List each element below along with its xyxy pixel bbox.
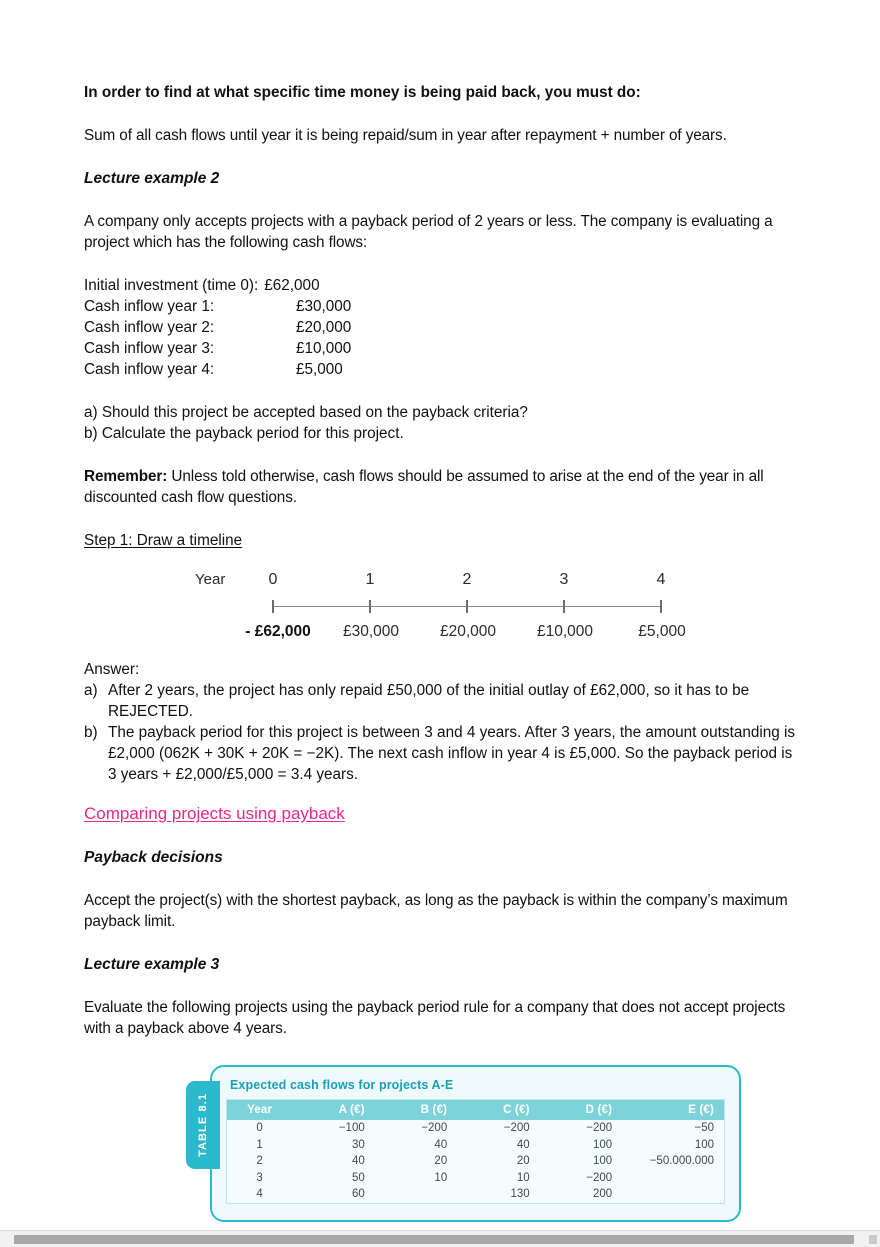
- cash-flow-initial-row: [84, 275, 796, 296]
- table-header-row: [227, 1100, 724, 1120]
- cell-b: [375, 1186, 457, 1203]
- table-row: [227, 1120, 724, 1137]
- scrollbar-thumb[interactable]: [14, 1235, 854, 1244]
- cell-c: 130: [510, 1188, 530, 1200]
- question-b: b) Calculate the payback period for this project.: [84, 425, 404, 442]
- cell-a: 40: [351, 1155, 365, 1167]
- table-8-1-figure: [186, 1065, 721, 1222]
- timeline-amount-4: £5,000: [638, 623, 686, 640]
- cash-flow-value: £20,000: [296, 319, 352, 336]
- timeline-amount-0: - £62,000: [245, 623, 311, 640]
- lecture-example-2-heading: Lecture example 2: [84, 170, 220, 187]
- cell-e: [622, 1170, 724, 1187]
- remember-paragraph: [84, 466, 796, 508]
- cash-flow-label: Cash inflow year 2:: [84, 319, 215, 336]
- comparing-projects-link[interactable]: Comparing projects using payback: [84, 804, 345, 823]
- question-a: a) Should this project be accepted based on the payback criteria?: [84, 404, 528, 421]
- cash-flow-initial-value: £62,000: [264, 277, 320, 294]
- intro-paragraph: Sum of all cash flows until year it is being repaid/sum in year after repayment + number of years.: [84, 127, 727, 144]
- cell-year: 1: [256, 1138, 263, 1151]
- cell-c: 10: [516, 1171, 530, 1184]
- cell-b: 10: [434, 1171, 448, 1184]
- table-8-1-title: Expected cash flows for projects A-E: [230, 1078, 454, 1092]
- cell-d: 100: [593, 1155, 613, 1167]
- timeline-year-4: 4: [656, 571, 666, 588]
- cell-e: [622, 1186, 724, 1203]
- timeline-year-1: 1: [365, 571, 375, 588]
- answer-item-b: [84, 722, 796, 785]
- cell-year: 2: [256, 1155, 263, 1167]
- table-number-tab: [186, 1081, 220, 1169]
- cash-flow-label: Cash inflow year 1:: [84, 298, 215, 315]
- payback-decisions-heading: Payback decisions: [84, 849, 223, 866]
- cell-d: −200: [586, 1122, 613, 1134]
- answer-marker: a): [84, 682, 98, 699]
- column-header-d: D (€): [540, 1100, 622, 1120]
- answer-text: The payback period for this project is between 3 and 4 years. After 3 years, the amount outstanding is £2,000 (062K + 30K + 20K = −2K). The next cash inflow in year 4 is £5,000. So the payback period is 3 years + £2,000/£5,000 = 3.4 years.: [108, 724, 796, 783]
- cell-c: −200: [503, 1122, 530, 1134]
- cell-year: 4: [256, 1188, 263, 1200]
- timeline-amount-2: £20,000: [439, 623, 497, 640]
- cash-flow-row: [84, 317, 796, 338]
- cash-flow-value: £5,000: [296, 361, 343, 378]
- payback-decisions-text: Accept the project(s) with the shortest payback, as long as the payback is within the company’s maximum payback limit.: [84, 892, 788, 930]
- answer-label: Answer:: [84, 661, 140, 678]
- timeline-year-label: Year: [195, 571, 226, 588]
- expected-cash-flows-table: [227, 1100, 724, 1203]
- table-8-1-box: [210, 1065, 741, 1222]
- step-1-heading: Step 1: Draw a timeline: [84, 532, 243, 549]
- remember-text: Unless told otherwise, cash flows should be assumed to arise at the end of the year in all discounted cash flow questions.: [84, 468, 764, 506]
- table-row: [227, 1186, 724, 1203]
- column-header-b: B (€): [375, 1100, 457, 1120]
- remember-label: Remember:: [84, 468, 168, 485]
- timeline-year-0: 0: [268, 571, 278, 588]
- timeline-tick: [466, 600, 468, 613]
- scrollbar-end-cap[interactable]: [869, 1235, 877, 1244]
- timeline-tick: [369, 600, 371, 613]
- timeline-amount-1: £30,000: [342, 623, 400, 640]
- column-header-c: C (€): [457, 1100, 539, 1120]
- cell-a: 50: [351, 1171, 365, 1184]
- cash-flow-value: £10,000: [296, 340, 352, 357]
- timeline-amount-3: £10,000: [536, 623, 594, 640]
- column-header-a: A (€): [292, 1100, 374, 1120]
- cell-b: 40: [434, 1138, 448, 1151]
- cell-a: 60: [351, 1188, 365, 1200]
- lecture-example-3-heading: Lecture example 3: [84, 956, 220, 973]
- cell-b: 20: [434, 1155, 448, 1167]
- cell-e: −50.000.000: [649, 1155, 714, 1167]
- cell-d: 200: [593, 1188, 613, 1200]
- table-number-label: TABLE 8.1: [197, 1092, 209, 1158]
- cash-flow-row: [84, 338, 796, 359]
- answer-marker: b): [84, 724, 98, 741]
- timeline-tick: [660, 600, 662, 613]
- lecture-example-2-intro: A company only accepts projects with a payback period of 2 years or less. The company is evaluating a project which has the following cash flows:: [84, 213, 773, 251]
- cell-a: 30: [351, 1138, 365, 1151]
- cell-year: 0: [256, 1122, 263, 1134]
- column-header-year: Year: [227, 1100, 292, 1120]
- answer-item-a: [84, 680, 796, 722]
- cash-flow-label: Cash inflow year 4:: [84, 361, 215, 378]
- cell-b: −200: [421, 1122, 448, 1134]
- table-row: [227, 1137, 724, 1154]
- cash-flow-value: £30,000: [296, 298, 352, 315]
- timeline-year-2: 2: [462, 571, 472, 588]
- cash-flow-initial-label: Initial investment (time 0):: [84, 277, 259, 294]
- cell-d: 100: [593, 1138, 613, 1151]
- answer-text: After 2 years, the project has only repaid £50,000 of the initial outlay of £62,000, so it has to be REJECTED.: [108, 682, 750, 720]
- table-row: [227, 1170, 724, 1187]
- cash-flow-row: [84, 296, 796, 317]
- timeline-year-3: 3: [559, 571, 569, 588]
- cell-d: −200: [586, 1171, 613, 1184]
- timeline-tick: [272, 600, 274, 613]
- column-header-e: E (€): [622, 1100, 724, 1120]
- cell-year: 3: [256, 1171, 263, 1184]
- lecture-example-3-text: Evaluate the following projects using the payback period rule for a company that does not accept projects with a payback above 4 years.: [84, 999, 786, 1037]
- timeline-diagram: [84, 567, 796, 659]
- cell-e: 100: [694, 1138, 714, 1151]
- cash-flow-list: [84, 275, 796, 380]
- horizontal-scrollbar[interactable]: [0, 1230, 880, 1247]
- cell-e: −50: [694, 1122, 714, 1134]
- cash-flow-row: [84, 359, 796, 380]
- cell-a: −100: [338, 1122, 365, 1134]
- table-row: [227, 1153, 724, 1170]
- timeline-tick: [563, 600, 565, 613]
- intro-heading: In order to find at what specific time money is being paid back, you must do:: [84, 84, 641, 101]
- cell-c: 20: [516, 1155, 530, 1167]
- cash-flow-label: Cash inflow year 3:: [84, 340, 215, 357]
- cell-c: 40: [516, 1138, 530, 1151]
- table-8-1-inner: [226, 1099, 725, 1204]
